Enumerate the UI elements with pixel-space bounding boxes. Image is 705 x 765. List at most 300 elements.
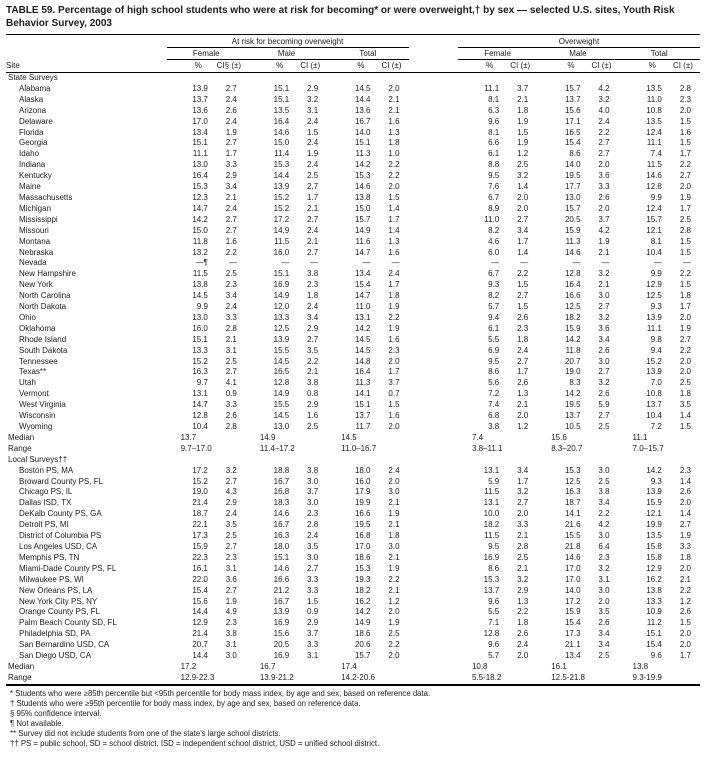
- value-cell: 16.4: [564, 280, 581, 290]
- group-header-row: [6, 35, 700, 48]
- value-cell: 2.4: [517, 640, 529, 650]
- value-cell: 9.6: [650, 651, 662, 661]
- site-cell: North Carolina: [19, 291, 71, 301]
- summary-value-cell: 11.4–17.2: [259, 443, 295, 453]
- value-cell: 18.6: [354, 629, 371, 639]
- footnote: ¶ Not available.: [10, 718, 64, 728]
- value-cell: 13.7: [564, 411, 581, 421]
- summary-value-cell: 16.7: [259, 661, 276, 671]
- value-cell: 2.6: [598, 618, 610, 628]
- value-cell: 2.1: [225, 334, 237, 344]
- value-cell: 15.1: [273, 552, 290, 562]
- value-cell: 17.0: [564, 574, 581, 584]
- value-cell: 3.3: [679, 541, 691, 551]
- value-cell: 2.4: [388, 269, 400, 279]
- value-cell: 1.8: [388, 291, 400, 301]
- value-cell: 21.8: [564, 541, 581, 551]
- value-cell: 3.4: [598, 498, 610, 508]
- value-cell: 15.4: [354, 280, 371, 290]
- table-row: [6, 237, 700, 248]
- site-cell: Oklahoma: [19, 323, 56, 333]
- value-cell: 8.3: [569, 378, 581, 388]
- spacer-cell: [409, 280, 458, 291]
- section-heading: State Surveys: [8, 73, 58, 82]
- value-cell: 2.0: [679, 182, 691, 192]
- value-cell: 2.2: [679, 585, 691, 595]
- site-cell: West Virginia: [19, 400, 66, 410]
- value-cell: 5.5: [488, 334, 500, 344]
- table-row: [6, 607, 700, 618]
- value-cell: 14.5: [354, 345, 371, 355]
- spacer-cell: [409, 204, 458, 215]
- value-cell: 13.5: [273, 105, 290, 115]
- value-cell: —: [310, 258, 319, 268]
- value-cell: 1.7: [388, 214, 400, 224]
- table-row: [6, 106, 700, 117]
- value-cell: 16.7: [273, 476, 290, 486]
- site-cell: Mississippi: [19, 214, 58, 224]
- table-row: [6, 215, 700, 226]
- summary-value-cell: 14.9: [259, 432, 276, 442]
- value-cell: 1.5: [679, 280, 691, 290]
- value-cell: 7.4: [488, 400, 500, 410]
- value-cell: 2.5: [679, 378, 691, 388]
- value-cell: 13.1: [192, 389, 208, 399]
- spacer-cell: [409, 586, 458, 597]
- header-subgroup-female: Female: [458, 48, 537, 60]
- value-cell: 2.0: [679, 105, 691, 115]
- value-cell: 1.2: [388, 596, 400, 606]
- value-cell: —: [601, 258, 610, 268]
- site-cell: Los Angeles USD, CA: [19, 541, 98, 551]
- section-heading-row: [6, 73, 700, 84]
- site-cell: Alaska: [19, 94, 44, 104]
- value-cell: 2.5: [225, 269, 237, 279]
- value-cell: 15.0: [354, 203, 371, 213]
- value-cell: 3.3: [225, 312, 237, 322]
- value-cell: 1.6: [225, 236, 237, 246]
- value-cell: 0.9: [307, 607, 319, 617]
- footnotes: [6, 689, 701, 749]
- value-cell: 1.4: [517, 182, 529, 192]
- value-cell: 1.8: [388, 531, 400, 541]
- value-cell: 12.4: [646, 127, 662, 137]
- value-cell: 14.2: [646, 465, 662, 475]
- value-cell: 16.5: [564, 127, 581, 137]
- spacer-cell: [409, 477, 458, 488]
- spacer-cell: [409, 215, 458, 226]
- value-cell: 15.3: [273, 160, 290, 170]
- value-cell: 2.2: [388, 640, 400, 650]
- value-cell: 1.5: [679, 138, 691, 148]
- value-cell: 3.4: [517, 225, 529, 235]
- summary-value-cell: 17.2: [180, 661, 197, 671]
- spacer-cell: [409, 237, 458, 248]
- value-cell: 15.6: [273, 629, 290, 639]
- value-cell: —: [520, 258, 529, 268]
- value-cell: 2.5: [598, 651, 610, 661]
- value-cell: 5.7: [488, 651, 500, 661]
- site-cell: Tennessee: [19, 356, 58, 366]
- value-cell: 5.7: [488, 302, 500, 312]
- value-cell: 2.7: [679, 334, 691, 344]
- value-cell: 17.0: [564, 563, 581, 573]
- value-cell: 9.5: [488, 541, 500, 551]
- value-cell: 15.0: [192, 225, 208, 235]
- value-cell: 3.4: [517, 465, 529, 475]
- value-cell: 3.8: [488, 422, 500, 431]
- header-subgroup-male: Male: [537, 48, 618, 60]
- value-cell: 15.2: [273, 192, 290, 202]
- value-cell: 7.4: [650, 149, 662, 159]
- value-cell: 13.7: [354, 411, 371, 421]
- value-cell: 2.5: [307, 171, 319, 181]
- value-cell: 3.7: [307, 487, 319, 497]
- value-cell: 2.4: [307, 302, 319, 312]
- value-cell: 9.9: [650, 269, 662, 279]
- value-cell: 15.4: [646, 640, 662, 650]
- value-cell: 15.8: [646, 541, 662, 551]
- site-cell: Detroit PS, MI: [19, 520, 69, 530]
- value-cell: 2.5: [679, 214, 691, 224]
- value-cell: 14.2: [192, 214, 208, 224]
- value-cell: 13.5: [646, 83, 662, 93]
- value-cell: 16.3: [192, 367, 208, 377]
- value-cell: 8.6: [488, 563, 500, 573]
- value-cell: 2.7: [679, 520, 691, 530]
- summary-value-cell: 16.1: [551, 661, 567, 671]
- value-cell: 11.5: [646, 160, 662, 170]
- value-cell: 10.4: [646, 247, 662, 257]
- value-cell: 13.4: [192, 127, 208, 137]
- value-cell: 1.6: [388, 116, 400, 126]
- value-cell: 2.3: [598, 552, 610, 562]
- value-cell: 3.5: [225, 520, 237, 530]
- value-cell: 2.8: [679, 83, 691, 93]
- value-cell: 4.0: [598, 105, 610, 115]
- value-cell: 3.2: [598, 312, 610, 322]
- value-cell: 1.2: [679, 596, 691, 606]
- value-cell: 15.7: [646, 214, 662, 224]
- value-cell: 2.1: [517, 400, 529, 410]
- spacer-cell: [409, 618, 458, 629]
- value-cell: 2.0: [598, 160, 610, 170]
- value-cell: 3.4: [225, 182, 237, 192]
- value-cell: 2.1: [388, 585, 400, 595]
- site-cell: Montana: [19, 236, 51, 246]
- value-cell: 14.5: [192, 291, 208, 301]
- site-cell: Ohio: [19, 312, 36, 322]
- spacer-cell: [409, 487, 458, 498]
- value-cell: 13.0: [273, 422, 290, 431]
- table-row: [6, 269, 700, 280]
- value-cell: 1.6: [388, 334, 400, 344]
- value-cell: 12.8: [564, 269, 581, 279]
- pct-column-header: %: [458, 60, 503, 73]
- value-cell: 3.8: [225, 629, 237, 639]
- ci-column-header: CI (±): [585, 60, 619, 73]
- value-cell: 3.7: [307, 629, 319, 639]
- value-cell: 1.7: [307, 192, 319, 202]
- spacer-cell: [409, 149, 458, 160]
- value-cell: 15.4: [564, 138, 581, 148]
- value-cell: 2.3: [225, 618, 237, 628]
- value-cell: 19.5: [564, 400, 581, 410]
- value-cell: 11.7: [355, 422, 371, 431]
- table-row: [6, 509, 700, 520]
- value-cell: 22.3: [192, 552, 208, 562]
- value-cell: —: [653, 258, 662, 268]
- value-cell: 9.3: [488, 280, 500, 290]
- value-cell: 2.7: [225, 225, 237, 235]
- value-cell: 14.4: [192, 607, 208, 617]
- value-cell: 2.3: [679, 465, 691, 475]
- value-cell: 13.9: [273, 182, 290, 192]
- value-cell: 2.0: [598, 203, 610, 213]
- value-cell: —: [362, 258, 371, 268]
- value-cell: 3.2: [598, 94, 610, 104]
- value-cell: 1.7: [679, 203, 691, 213]
- value-cell: 2.6: [598, 389, 610, 399]
- value-cell: 3.7: [517, 83, 529, 93]
- spacer-cell: [409, 117, 458, 128]
- value-cell: 1.5: [388, 192, 400, 202]
- spacer-cell: [409, 367, 458, 378]
- value-cell: 1.2: [517, 422, 529, 431]
- value-cell: 1.7: [517, 476, 529, 486]
- value-cell: 15.1: [354, 400, 371, 410]
- site-cell: Alabama: [19, 83, 51, 93]
- summary-label-cell: Range: [8, 672, 32, 682]
- value-cell: 1.5: [679, 236, 691, 246]
- site-cell: Orange County PS, FL: [19, 607, 100, 617]
- value-cell: 11.1: [192, 149, 208, 159]
- value-cell: 3.3: [225, 160, 237, 170]
- value-cell: 16.7: [273, 520, 290, 530]
- value-cell: 14.5: [354, 83, 371, 93]
- value-cell: 2.0: [517, 651, 529, 661]
- value-cell: 15.4: [192, 585, 208, 595]
- value-cell: 11.4: [274, 149, 290, 159]
- value-cell: 11.3: [355, 149, 371, 159]
- value-cell: 21.4: [192, 498, 208, 508]
- value-cell: 13.9: [273, 607, 290, 617]
- site-cell: Michigan: [19, 203, 52, 213]
- site-cell: Nebraska: [19, 247, 54, 257]
- value-cell: 1.9: [388, 509, 400, 519]
- spacer-cell: [409, 258, 458, 269]
- summary-value-cell: 13.7: [180, 432, 197, 442]
- summary-row: [6, 662, 700, 673]
- value-cell: 1.4: [679, 411, 691, 421]
- spacer-cell: [409, 193, 458, 204]
- value-cell: 15.3: [564, 465, 581, 475]
- value-cell: 15.2: [192, 356, 208, 366]
- value-cell: 5.5: [488, 607, 500, 617]
- value-cell: 9.7: [196, 378, 208, 388]
- value-cell: 16.0: [192, 323, 208, 333]
- value-cell: 15.1: [273, 94, 290, 104]
- value-cell: 17.0: [354, 541, 371, 551]
- value-cell: 1.5: [307, 127, 319, 137]
- value-cell: 2.2: [388, 160, 400, 170]
- value-cell: 2.1: [307, 236, 319, 246]
- summary-value-cell: 7.0–15.7: [632, 443, 664, 453]
- value-cell: 14.7: [354, 247, 371, 257]
- value-cell: 16.4: [192, 171, 208, 181]
- value-cell: 2.5: [225, 531, 237, 541]
- value-cell: 13.9: [646, 367, 662, 377]
- value-cell: 3.7: [388, 378, 400, 388]
- value-cell: 1.5: [388, 400, 400, 410]
- pct-column-header: %: [619, 60, 666, 73]
- value-cell: 2.1: [388, 105, 400, 115]
- spacer-cell: [409, 520, 458, 531]
- value-cell: 2.0: [388, 476, 400, 486]
- value-cell: 2.4: [307, 225, 319, 235]
- value-cell: 1.6: [388, 247, 400, 257]
- value-cell: 2.0: [679, 640, 691, 650]
- table-row: [6, 149, 700, 160]
- value-cell: 15.6: [564, 105, 581, 115]
- value-cell: 1.9: [388, 302, 400, 312]
- table-row: [6, 597, 700, 608]
- value-cell: 3.6: [598, 323, 610, 333]
- value-cell: 13.3: [192, 345, 208, 355]
- value-cell: 3.4: [225, 291, 237, 301]
- value-cell: 15.5: [273, 345, 290, 355]
- value-cell: 3.0: [598, 465, 610, 475]
- value-cell: 14.6: [354, 182, 371, 192]
- value-cell: 1.7: [517, 236, 529, 246]
- value-cell: 9.5: [488, 171, 500, 181]
- value-cell: 22.1: [192, 520, 208, 530]
- summary-value-cell: 11.1: [632, 432, 648, 442]
- site-cell: Milwaukee PS, WI: [19, 574, 84, 584]
- site-cell: San Bernardino USD, CA: [19, 640, 110, 650]
- value-cell: 10.8: [646, 105, 662, 115]
- table-title: TABLE 59. Percentage of high school students who were at risk for becoming* or were overweight,† by sex — selected U.S. sites, Youth Risk Behavior Survey, 2003: [6, 5, 675, 29]
- value-cell: 14.2: [354, 160, 371, 170]
- value-cell: 17.1: [564, 116, 581, 126]
- site-cell: Indiana: [19, 160, 46, 170]
- value-cell: 1.5: [679, 422, 691, 431]
- summary-value-cell: 12.9-22.3: [180, 672, 215, 682]
- spacer-cell: [409, 411, 458, 422]
- value-cell: 17.2: [192, 465, 208, 475]
- value-cell: 1.5: [679, 247, 691, 257]
- value-cell: 9.6: [488, 116, 500, 126]
- value-cell: 14.2: [564, 334, 581, 344]
- site-cell: Vermont: [19, 389, 49, 399]
- spacer-cell: [409, 433, 458, 444]
- summary-value-cell: 11.0–16.7: [341, 443, 377, 453]
- value-cell: —: [572, 258, 581, 268]
- value-cell: 14.2: [564, 389, 581, 399]
- footnote: †† PS = public school, SD = school district, ISD = independent school district, USD = unified school district.: [10, 738, 380, 748]
- value-cell: 13.6: [192, 105, 208, 115]
- value-cell: 11.1: [646, 323, 662, 333]
- spacer-cell: [409, 466, 458, 477]
- value-cell: 2.1: [225, 192, 237, 202]
- summary-value-cell: 14.2-20.6: [341, 672, 375, 682]
- value-cell: 16.5: [273, 367, 290, 377]
- summary-value-cell: 9.7–17.0: [180, 443, 212, 453]
- value-cell: 1.9: [598, 236, 610, 246]
- spacer-cell: [409, 357, 458, 368]
- site-cell: New Orleans PS, LA: [19, 585, 93, 595]
- value-cell: 2.3: [679, 94, 691, 104]
- column-header-row: [6, 60, 700, 73]
- value-cell: 17.2: [564, 596, 581, 606]
- value-cell: 1.0: [388, 149, 400, 159]
- value-cell: 2.7: [517, 214, 529, 224]
- ci-column-header: CI (±): [666, 60, 700, 73]
- table-row: [6, 651, 700, 662]
- table-row: [6, 542, 700, 553]
- value-cell: 2.9: [307, 83, 319, 93]
- pct-column-header: %: [537, 60, 584, 73]
- value-cell: 1.6: [679, 127, 691, 137]
- value-cell: 3.3: [307, 574, 319, 584]
- value-cell: 8.2: [488, 225, 500, 235]
- value-cell: 13.5: [646, 116, 662, 126]
- value-cell: 2.1: [388, 498, 400, 508]
- value-cell: 11.6: [355, 236, 371, 246]
- table-row: [6, 335, 700, 346]
- value-cell: 1.8: [517, 618, 529, 628]
- value-cell: 8.6: [569, 149, 581, 159]
- table-row: [6, 553, 700, 564]
- value-cell: 2.7: [307, 214, 319, 224]
- value-cell: 2.3: [517, 323, 529, 333]
- value-cell: 2.9: [307, 400, 319, 410]
- value-cell: 1.6: [388, 411, 400, 421]
- value-cell: 3.0: [307, 476, 319, 486]
- value-cell: 2.1: [388, 552, 400, 562]
- value-cell: 2.7: [225, 585, 237, 595]
- value-cell: 2.5: [388, 629, 400, 639]
- value-cell: 10.8: [646, 389, 662, 399]
- spacer-cell: [409, 248, 458, 259]
- value-cell: 14.9: [354, 618, 371, 628]
- value-cell: 3.0: [598, 356, 610, 366]
- value-cell: 6.1: [488, 323, 500, 333]
- value-cell: 16.8: [273, 487, 290, 497]
- value-cell: 13.3: [646, 596, 662, 606]
- site-cell: Utah: [19, 378, 36, 388]
- spacer-cell: [409, 302, 458, 313]
- value-cell: 2.4: [307, 160, 319, 170]
- summary-value-cell: 13.9-21.2: [259, 672, 294, 682]
- value-cell: 15.5: [564, 531, 581, 541]
- value-cell: 18.2: [564, 312, 581, 322]
- value-cell: 1.7: [679, 302, 691, 312]
- value-cell: 11.0: [484, 214, 500, 224]
- value-cell: 16.6: [354, 509, 371, 519]
- value-cell: 4.2: [598, 520, 610, 530]
- value-cell: 3.3: [307, 640, 319, 650]
- value-cell: 12.8: [273, 378, 290, 388]
- value-cell: 7.1: [488, 618, 500, 628]
- value-cell: 11.8: [192, 236, 208, 246]
- value-cell: 3.2: [225, 465, 237, 475]
- value-cell: 13.4: [564, 651, 581, 661]
- value-cell: 9.3: [650, 476, 662, 486]
- value-cell: 14.6: [646, 171, 662, 181]
- value-cell: 3.0: [307, 552, 319, 562]
- spacer-cell: [409, 182, 458, 193]
